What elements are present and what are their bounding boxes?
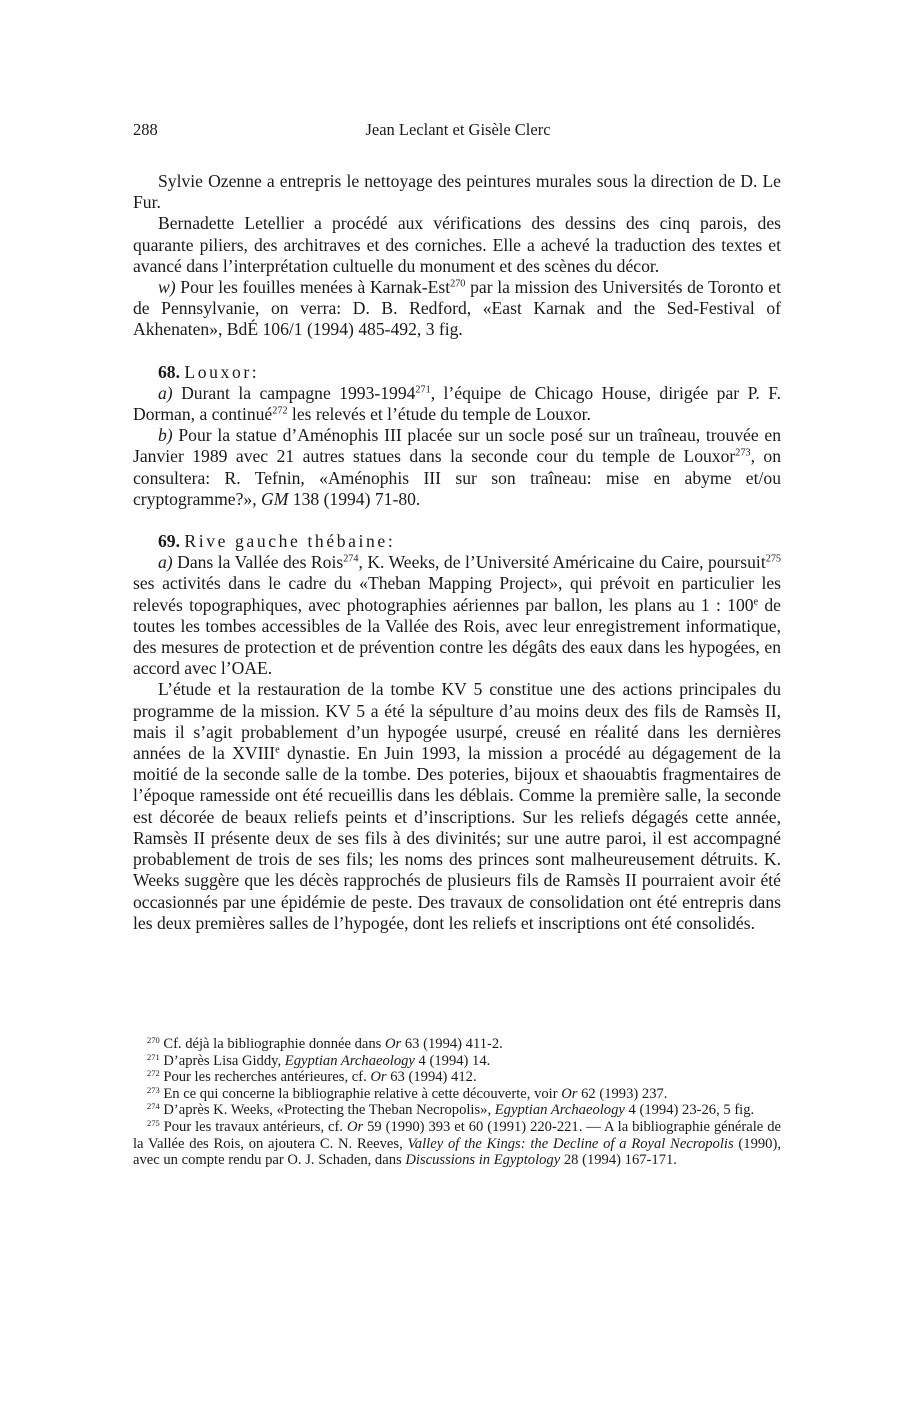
- running-title: Jean Leclant et Gisèle Clerc: [365, 120, 551, 139]
- paragraph: L’étude et la restauration de la tombe KV 5 constitue une des actions principales du programme de la mission. KV 5 a été la sépulture d’au moins deux des fils de Ramsès II, mais il s’agit probablement d’un hypogée usurpé, creusé en réalité dans les dernières années de la XVIIIe dynastie. En Juin 1993, la mission a procédé au dégagement de la moitié de la seconde salle de la tombe. Des poteries, bijoux et shaouabtis fragmentaires de l’époque ramesside ont été recueillis dans les déblais. Comme la première salle, la seconde est décorée de beaux reliefs peints et d’inscriptions. Sur les reliefs dégagés cette année, Ramsès II présente deux de ses fils à des divinités; sur une autre paroi, il est accompagné probablement de trois de ses fils; les noms des princes sont malheureusement détruits. K. Weeks suggère que les décès rapprochés de plusieurs fils de Ramsès II pourraient avoir été occasionnés par une épidémie de peste. Des travaux de consolidation ont été entrepris dans les deux premières salles de l’hypogée, dont les reliefs et inscriptions ont été consolidés.: [133, 679, 781, 933]
- paragraph: a) Durant la campagne 1993-1994$^{271}$, l’équipe de Chicago House, dirigée par P. F. Dorman, a continué$^{272}$ les relevés et l’étude du temple de Louxor.: [133, 382, 781, 425]
- paragraph: w) Pour les fouilles menées à Karnak-Est$^{270}$ par la mission des Universités de Toronto et de Pennsylvanie, on verra: D. B. Redford, «East Karnak and the Sed-Festival of Akhenaten», BdÉ 106/1 (1994) 485-492, 3 fig.: [133, 277, 781, 340]
- paragraph: b) Pour la statue d’Aménophis III placée sur un socle posé sur un traîneau, trouvée en Janvier 1989 avec 21 autres statues dans la seconde cour du temple de Louxor$^{273}$, on consultera: R. Tefnin, «Aménophis III sur son traîneau: mise en abyme et/ou cryptogramme?», GM 138 (1994) 71-80.: [133, 425, 782, 509]
- paragraph: Bernadette Letellier a procédé aux vérifications des dessins des cinq parois, des quarante piliers, des architraves et des corniches. Elle a achevé la traduction des textes et avancé dans l’interprétation cultuelle du monument et des scènes du décor.: [133, 213, 781, 276]
- paragraph: a) Dans la Vallée des Rois$^{274}$, K. Weeks, de l’Université Américaine du Caire, poursuit$^{275}$ ses activités dans le cadre du «Theban Mapping Project», qui prévoit en particulier les relevés topographiques, avec photographies aériennes par ballon, les plans au 1 : 100e de toutes les tombes accessibles de la Vallée des Rois, avec leur enregistrement informatique, des mesures de protection et de prévention contre les dégâts des eaux dans les hypogées, en accord avec l’OAE.: [133, 552, 781, 679]
- paragraph: Sylvie Ozenne a entrepris le nettoyage des peintures murales sous la direction de D. Le Fur.: [133, 171, 781, 213]
- footnote: $^{273}$ En ce qui concerne la bibliographie relative à cette découverte, voir Or 62 (1993) 237.: [147, 1084, 668, 1102]
- section-heading: 68. Louxor:: [158, 361, 260, 382]
- footnotes: [133, 1036, 781, 1169]
- footnote: $^{274}$ D’après K. Weeks, «Protecting the Theban Necropolis», Egyptian Archaeology 4 (1994) 23-26, 5 fig.: [147, 1101, 755, 1119]
- footnote: $^{275}$ Pour les travaux antérieurs, cf. Or 59 (1990) 393 et 60 (1991) 220-221. — A la bibliographie générale de la Vallée des Rois, on ajoutera C. N. Reeves, Valley of the Kings: the Decline of a Royal Necropolis (1990), avec un compte rendu par O. J. Schaden, dans Discussions in Egyptology 28 (1994) 167-171.: [133, 1117, 781, 1169]
- page-header: [133, 120, 783, 144]
- footnote: $^{270}$ Cf. déjà la bibliographie donnée dans Or 63 (1994) 411-2.: [147, 1034, 503, 1052]
- footnote: $^{272}$ Pour les recherches antérieures, cf. Or 63 (1994) 412.: [147, 1067, 477, 1086]
- footnote: $^{271}$ D’après Lisa Giddy, Egyptian Archaeology 4 (1994) 14.: [147, 1051, 491, 1069]
- body-text: [133, 171, 781, 934]
- section-heading: 69. Rive gauche thébaine:: [158, 531, 396, 552]
- page-number: 288: [133, 120, 158, 139]
